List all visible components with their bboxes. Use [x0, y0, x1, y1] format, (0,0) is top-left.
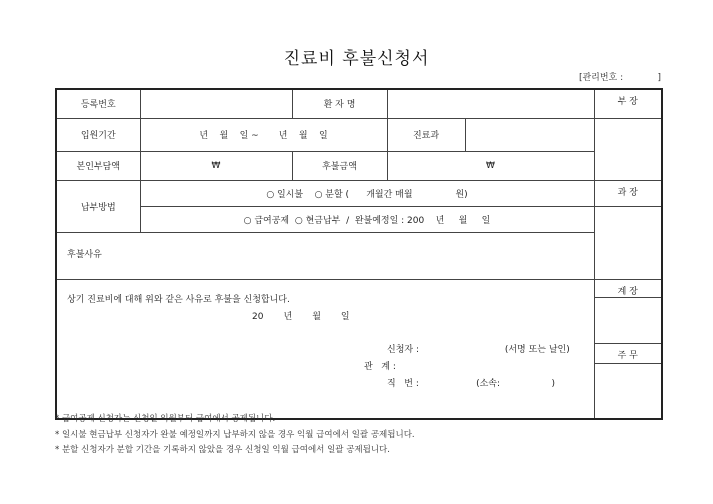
approval-officer: 주 무 [594, 343, 662, 363]
deferred-amount-field[interactable]: ₩ [387, 151, 594, 180]
payment-option-line-2[interactable]: ○ 급여공제 ○ 현금납부 / 완불예정일 : 200 년 월 일 [140, 206, 594, 232]
reason-label: 후불사유 [67, 249, 102, 260]
self-pay-field[interactable]: ₩ [140, 151, 292, 180]
payment-method-label: 납부방법 [56, 180, 140, 232]
applicant-line[interactable] [67, 342, 594, 355]
relation-line[interactable] [67, 359, 594, 372]
patient-name-field[interactable] [387, 89, 594, 118]
form-title: 진료비 후불신청서 [283, 49, 430, 69]
management-number-label: [관리번호 : [578, 73, 624, 83]
approval-sign-section-chief[interactable] [594, 206, 662, 279]
approval-sign-head-manager[interactable] [594, 118, 662, 180]
applicant-label: 신청자 : [387, 344, 419, 355]
note-item: * 일시불 현금납부 신청자가 완불 예정일까지 납부하지 않을 경우 익월 급여에서 일괄 공제됩니다. [55, 429, 415, 440]
statement-block [67, 292, 594, 419]
position-label: 직 번 : [387, 378, 419, 389]
payment-option-line-1[interactable]: ○ 일시불 ○ 분할 ( 개월간 매월 원) [140, 180, 594, 206]
approval-section-chief: 과 장 [594, 180, 662, 206]
approval-team-leader: 계 장 [594, 279, 662, 297]
note-item: * 분할 신청자가 분할 기간을 기록하지 않았을 경우 신청일 익월 급여에서 일괄 공제됩니다. [55, 445, 390, 455]
approval-head-manager: 부 장 [594, 89, 662, 118]
note-item: * 급여공제 신청자는 신청일 익월부터 급여에서 공제됩니다. [55, 414, 276, 424]
admission-period-field[interactable]: 년 월 일 ~ 년 월 일 [140, 118, 387, 151]
approval-sign-officer[interactable] [594, 363, 662, 419]
admission-period-label: 입원기간 [56, 118, 140, 151]
statement-cell [56, 279, 594, 419]
notes-section [55, 412, 415, 459]
reg-no-label: 등록번호 [56, 89, 140, 118]
self-pay-label: 본인부담액 [56, 151, 140, 180]
management-number-close: ] [657, 73, 661, 83]
approval-sign-team-leader[interactable] [594, 297, 662, 343]
relation-label: 관 계 : [364, 361, 396, 372]
affiliation-field: (소속: ) [476, 378, 556, 389]
position-line[interactable] [67, 376, 594, 389]
department-field[interactable] [465, 118, 594, 151]
deferred-amount-label: 후불금액 [292, 151, 387, 180]
reg-no-field[interactable] [140, 89, 292, 118]
statement-date[interactable]: 20 년 월 일 [252, 311, 350, 322]
management-number [579, 70, 661, 83]
applicant-sign-note: (서명 또는 날인) [504, 344, 570, 355]
statement-text: 상기 진료비에 대해 위와 같은 사유로 후불을 신청합니다. [67, 294, 290, 305]
department-label: 진료과 [387, 118, 465, 151]
application-form-table [55, 88, 663, 420]
reason-cell[interactable] [56, 232, 594, 279]
patient-name-label: 환 자 명 [292, 89, 387, 118]
